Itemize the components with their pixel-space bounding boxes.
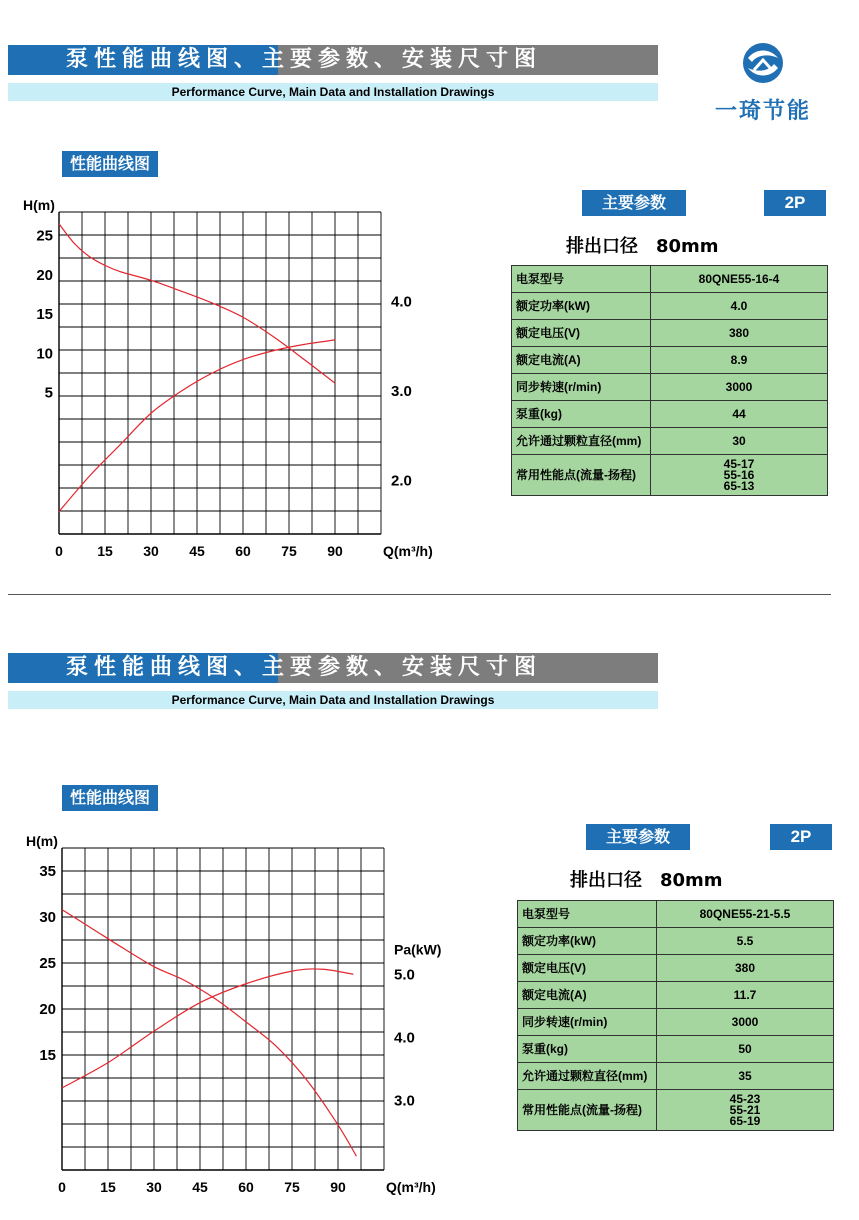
- curve-section-label: 性能曲线图: [62, 785, 158, 811]
- poles-badge: 2P: [770, 824, 832, 850]
- x-tick-label: 75: [281, 543, 297, 559]
- param-key: 泵重(kg): [512, 401, 651, 428]
- outlet-diameter: 排出口径 80mm: [566, 236, 719, 257]
- x-tick-label: 30: [143, 543, 159, 559]
- brand-name: 一琦节能: [714, 99, 811, 124]
- curve-section-label: 性能曲线图: [62, 151, 158, 177]
- x-tick-label: 15: [100, 1179, 116, 1195]
- param-row: [512, 266, 828, 293]
- params-title: 主要参数: [586, 824, 690, 850]
- param-key: 电泵型号: [518, 901, 657, 928]
- param-row: [518, 1036, 834, 1063]
- leaf-swirl-logo-icon: [708, 30, 818, 94]
- param-value: 380: [657, 955, 834, 982]
- param-row: [512, 428, 828, 455]
- banner-title-en: Performance Curve, Main Data and Installation Drawings: [171, 85, 495, 99]
- banner-subtitle-bar: [8, 83, 658, 101]
- param-row: [518, 1009, 834, 1036]
- power-tick-label: 4.0: [394, 1029, 415, 1047]
- section-banner: [8, 45, 658, 75]
- param-row: [518, 901, 834, 928]
- x-tick-label: 0: [58, 1179, 66, 1195]
- param-value: 11.7: [657, 982, 834, 1009]
- param-value: 44: [651, 401, 828, 428]
- param-row: [518, 982, 834, 1009]
- power-axis-label: Pa(kW): [394, 941, 442, 958]
- param-row: [512, 320, 828, 347]
- param-value: 380: [651, 320, 828, 347]
- param-value: 80QNE55-21-5.5: [657, 901, 834, 928]
- param-value: 35: [657, 1063, 834, 1090]
- x-tick-label: 30: [146, 1179, 162, 1195]
- param-key: 额定电压(V): [518, 955, 657, 982]
- param-row: [518, 1063, 834, 1090]
- x-axis-label: Q(m³/h): [386, 1179, 436, 1195]
- param-key: 额定电流(A): [512, 347, 651, 374]
- param-key: 额定功率(kW): [518, 928, 657, 955]
- param-row: [512, 347, 828, 374]
- y-tick-label: 5: [44, 384, 53, 402]
- power-tick-label: 3.0: [394, 1092, 415, 1110]
- banner-title-en: Performance Curve, Main Data and Installation Drawings: [171, 693, 495, 707]
- power-tick-label: 4.0: [391, 293, 412, 311]
- main-params-table: [517, 900, 834, 1131]
- param-key: 同步转速(r/min): [518, 1009, 657, 1036]
- param-value: 3000: [651, 374, 828, 401]
- brand-logo: [708, 30, 818, 125]
- param-value: 4.0: [651, 293, 828, 320]
- x-tick-label: 0: [55, 543, 63, 559]
- param-key: 常用性能点(流量-扬程): [518, 1090, 657, 1131]
- param-key: 允许通过颗粒直径(mm): [512, 428, 651, 455]
- power-tick-label: 5.0: [394, 966, 415, 984]
- x-tick-label: 75: [284, 1179, 300, 1195]
- performance-curve-chart: [0, 828, 450, 1198]
- x-tick-label: 15: [97, 543, 113, 559]
- param-key: 允许通过颗粒直径(mm): [518, 1063, 657, 1090]
- param-row: [518, 955, 834, 982]
- params-title: 主要参数: [582, 190, 686, 216]
- param-value: 80QNE55-16-4: [651, 266, 828, 293]
- param-row: [518, 928, 834, 955]
- param-value: 30: [651, 428, 828, 455]
- power-tick-label: 2.0: [391, 472, 412, 490]
- y-tick-label: 10: [36, 345, 53, 363]
- param-value: 45-17 55-16 65-13: [651, 455, 828, 496]
- banner-title-cn: 泵性能曲线图、主要参数、安装尺寸图: [66, 655, 543, 680]
- param-key: 同步转速(r/min): [512, 374, 651, 401]
- section-divider: [8, 594, 831, 595]
- x-tick-label: 90: [327, 543, 343, 559]
- section-banner: [8, 653, 658, 683]
- param-row: [512, 293, 828, 320]
- param-value: 45-23 55-21 65-19: [657, 1090, 834, 1131]
- head-curve: [62, 910, 356, 1157]
- y-axis-label: H(m): [26, 833, 58, 849]
- performance-curve-chart: [0, 190, 440, 570]
- y-tick-label: 25: [36, 227, 53, 245]
- param-key: 额定电流(A): [518, 982, 657, 1009]
- y-tick-label: 25: [39, 955, 56, 972]
- param-key: 额定电压(V): [512, 320, 651, 347]
- y-tick-label: 35: [39, 863, 56, 880]
- param-row: [512, 374, 828, 401]
- x-tick-label: 45: [192, 1179, 208, 1195]
- param-row: [512, 455, 828, 496]
- banner-subtitle-bar: [8, 691, 658, 709]
- x-tick-label: 60: [238, 1179, 254, 1195]
- param-value: 5.5: [657, 928, 834, 955]
- poles-badge: 2P: [764, 190, 826, 216]
- x-tick-label: 60: [235, 543, 251, 559]
- param-key: 泵重(kg): [518, 1036, 657, 1063]
- power-curve: [62, 969, 353, 1088]
- y-axis-label: H(m): [23, 197, 55, 213]
- param-key: 电泵型号: [512, 266, 651, 293]
- param-value: 50: [657, 1036, 834, 1063]
- param-value: 3000: [657, 1009, 834, 1036]
- main-params-table: [511, 265, 828, 496]
- param-row: [518, 1090, 834, 1131]
- y-tick-label: 15: [36, 306, 53, 324]
- param-key: 额定功率(kW): [512, 293, 651, 320]
- banner-title-cn: 泵性能曲线图、主要参数、安装尺寸图: [66, 47, 543, 72]
- power-tick-label: 3.0: [391, 382, 412, 400]
- x-tick-label: 45: [189, 543, 205, 559]
- y-tick-label: 20: [36, 266, 53, 284]
- param-value: 8.9: [651, 347, 828, 374]
- x-axis-label: Q(m³/h): [383, 543, 433, 559]
- outlet-diameter: 排出口径 80mm: [570, 870, 723, 891]
- param-row: [512, 401, 828, 428]
- x-tick-label: 90: [330, 1179, 346, 1195]
- param-key: 常用性能点(流量-扬程): [512, 455, 651, 496]
- y-tick-label: 30: [39, 909, 56, 926]
- y-tick-label: 15: [39, 1047, 56, 1064]
- y-tick-label: 20: [39, 1001, 56, 1018]
